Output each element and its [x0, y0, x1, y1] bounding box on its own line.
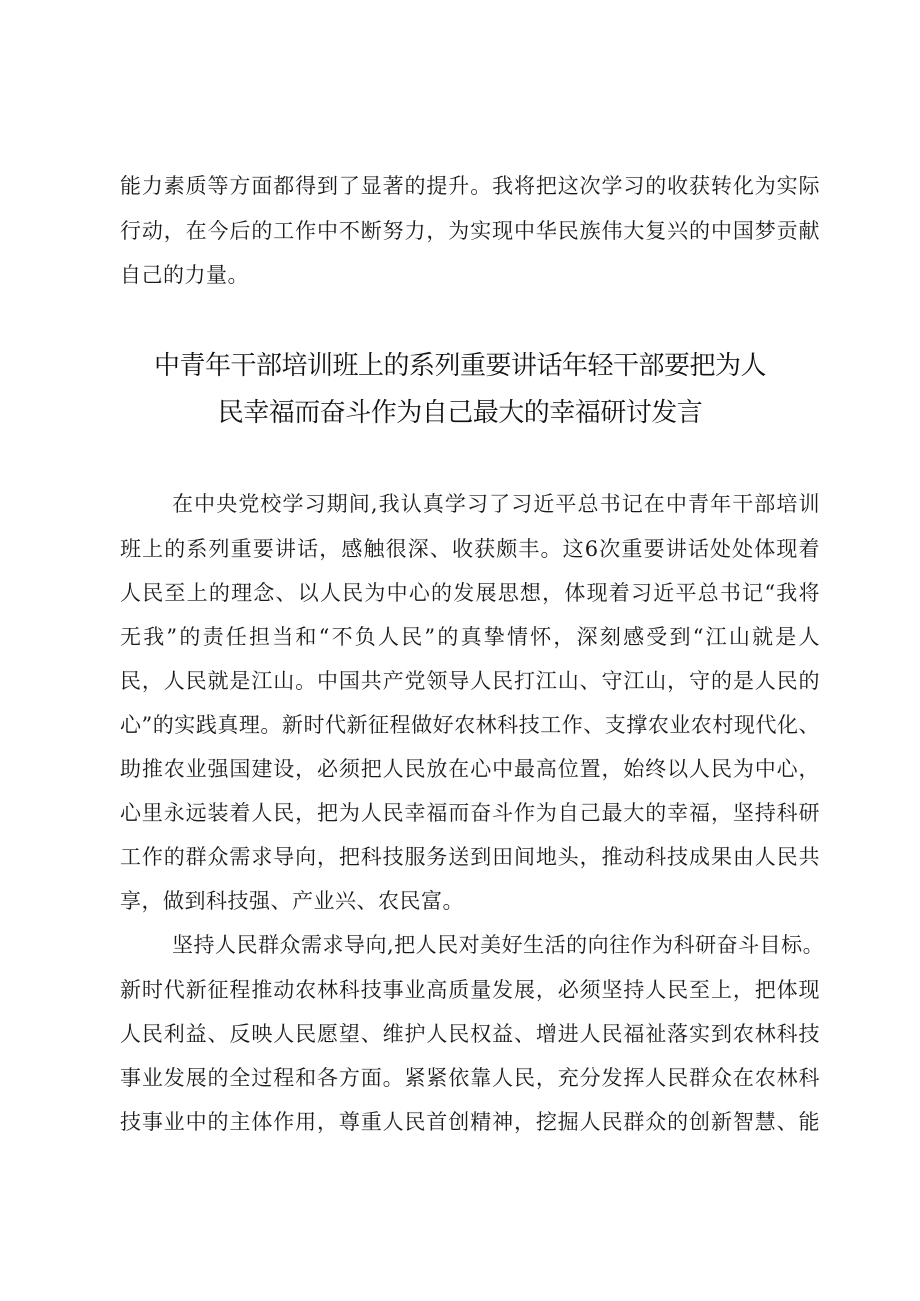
paragraph-line: 享，做到科技强、产业兴、农民富。	[120, 889, 464, 913]
paragraph-line: 技事业中的主体作用，尊重人民首创精神，挖掘人民群众的创新智慧、能	[120, 1110, 820, 1134]
paragraph-line: 新时代新征程推动农林科技事业高质量发展，必须坚持人民至上，把体现	[120, 978, 820, 1002]
paragraph-line: 无我”的责任担当和“不负人民”的真挚情怀，深刻感受到“江山就是人	[120, 625, 820, 649]
paragraph-line: 心”的实践真理。新时代新征程做好农林科技工作、支撑农业农村现代化、	[120, 713, 820, 737]
intro-line: 能力素质等方面都得到了显著的提升。我将把这次学习的收获转化为实际	[120, 174, 820, 198]
paragraph-line: 助推农业强国建设，必须把人民放在心中最高位置，始终以人民为中心，	[120, 757, 820, 781]
paragraph-line: 在中央党校学习期间,我认真学习了习近平总书记在中青年干部培训	[172, 492, 820, 516]
paragraph-line: 民，人民就是江山。中国共产党领导人民打江山、守江山，守的是人民的	[120, 669, 820, 693]
paragraph-line: 人民利益、反映人民愿望、维护人民权益、增进人民福祉落实到农林科技	[120, 1022, 820, 1046]
paragraph-line: 坚持人民群众需求导向,把人民对美好生活的向往作为科研奋斗目标。	[172, 933, 825, 957]
paragraph-line: 班上的系列重要讲话，感触很深、收获颇丰。这6次重要讲话处处体现着	[120, 537, 820, 561]
title-line: 民幸福而奋斗作为自己最大的幸福研讨发言	[217, 398, 703, 428]
intro-line: 行动，在今后的工作中不断努力，为实现中华民族伟大复兴的中国梦贡献	[120, 219, 820, 243]
paragraph-line: 人民至上的理念、以人民为中心的发展思想，体现着习近平总书记“我将	[120, 581, 820, 605]
paragraph-line: 事业发展的全过程和各方面。紧紧依靠人民，充分发挥人民群众在农林科	[120, 1066, 820, 1090]
paragraph-line: 心里永远装着人民，把为人民幸福而奋斗作为自己最大的幸福，坚持科研	[120, 801, 820, 825]
title-line: 中青年干部培训班上的系列重要讲话年轻干部要把为人	[153, 351, 766, 381]
paragraph-line: 工作的群众需求导向，把科技服务送到田间地头，推动科技成果由人民共	[120, 845, 820, 869]
intro-line: 自己的力量。	[120, 263, 249, 287]
